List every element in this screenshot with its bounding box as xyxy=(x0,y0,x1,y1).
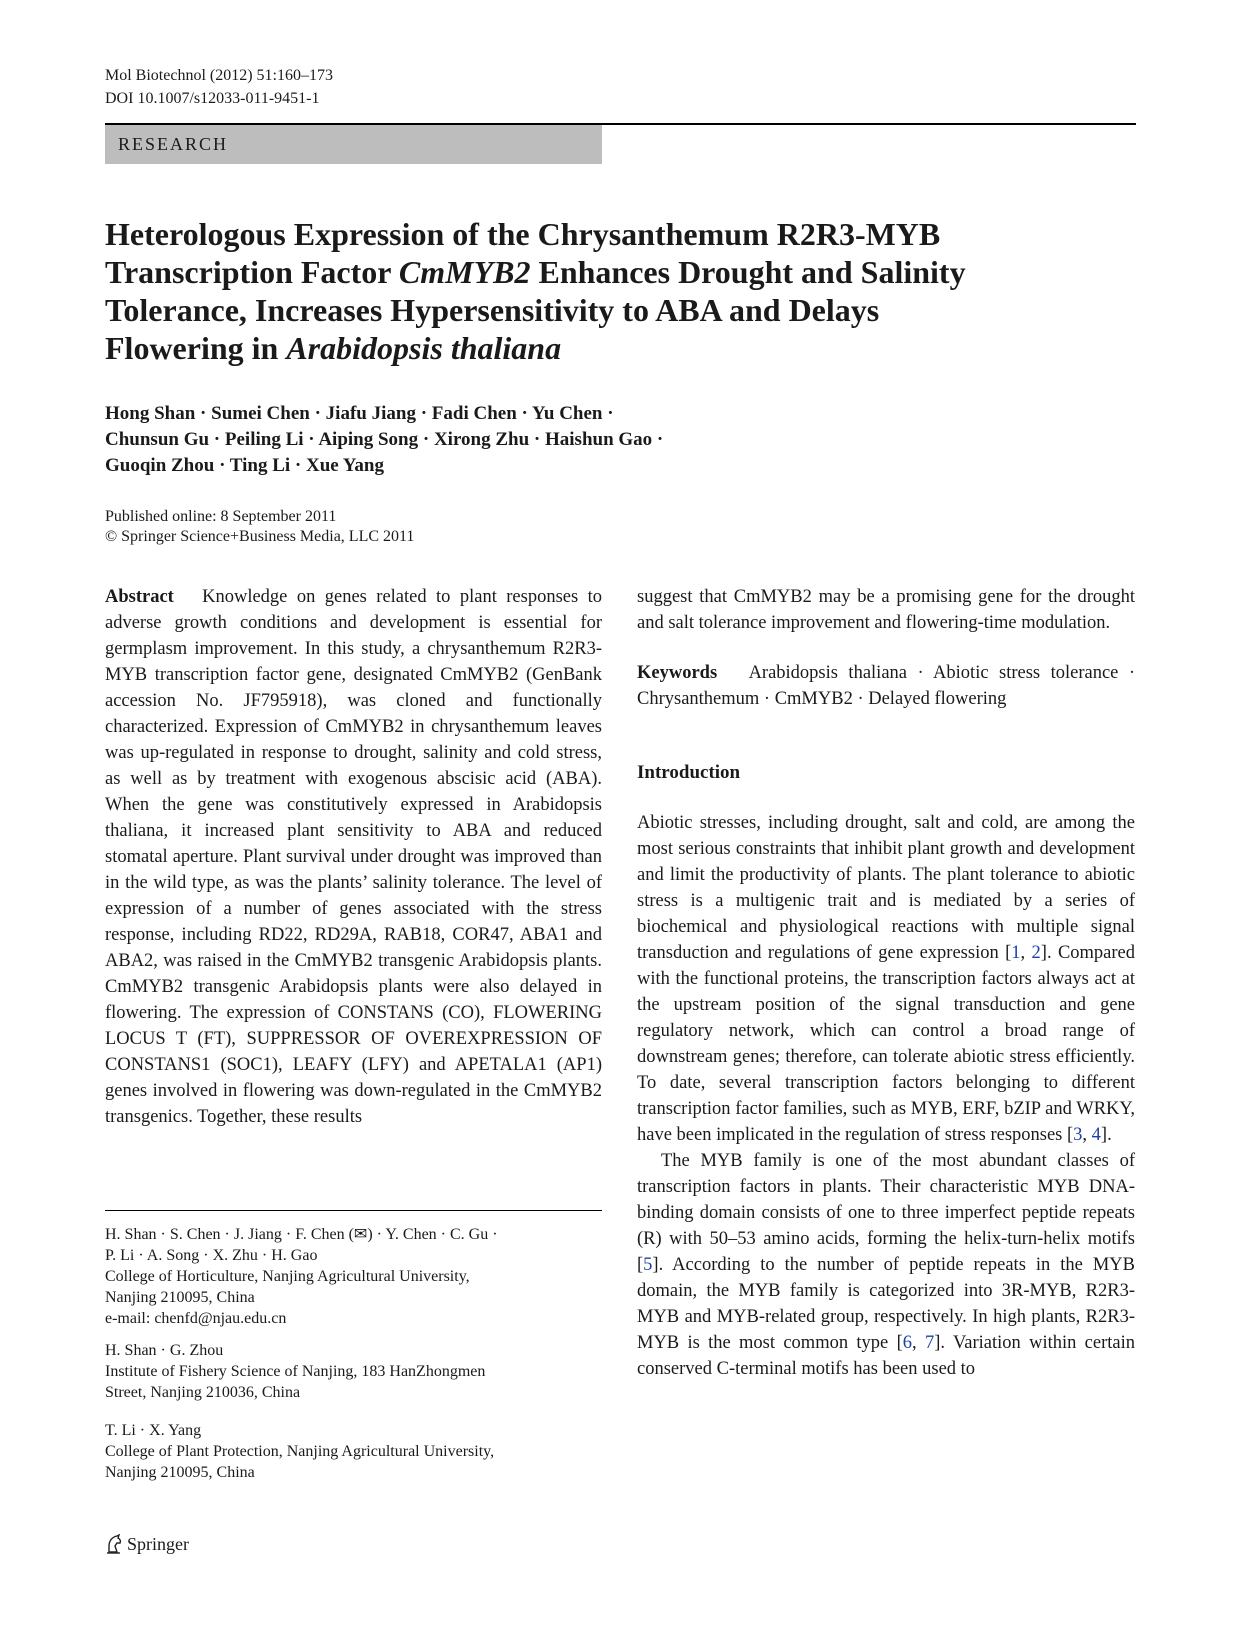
citation-link[interactable]: 1 xyxy=(1011,943,1021,963)
publication-info xyxy=(105,507,414,547)
authors-line-1: Hong Shan · Sumei Chen · Jiafu Jiang · Fadi Chen · Yu Chen · xyxy=(105,403,614,424)
right-column xyxy=(637,584,1135,1382)
publisher-name: Springer xyxy=(127,1534,189,1554)
paragraph-text: ]. xyxy=(1100,1125,1112,1145)
affiliation-city: Street, Nanjing 210036, China xyxy=(105,1384,301,1401)
affiliation-names: H. Shan · S. Chen · J. Jiang · F. Chen (✉) · Y. Chen · C. Gu · xyxy=(105,1226,498,1243)
title-line-4 xyxy=(105,329,1145,367)
paragraph-text: The MYB family is one of the most abundant classes of transcription factors in plants. Their characteristic MYB DNA-binding domain consists of one to three imperfect peptide repeats (R) with 50–53 amino acids, forming the helix-turn-helix motifs [ xyxy=(637,1151,1135,1275)
affiliation-1 xyxy=(105,1224,602,1329)
title-text: Transcription Factor xyxy=(105,254,399,290)
keywords xyxy=(637,660,1135,712)
citation-link[interactable]: 7 xyxy=(924,1333,935,1353)
journal-header xyxy=(105,64,333,110)
citation-link[interactable]: 5 xyxy=(643,1255,653,1275)
authors-line-2: Chunsun Gu · Peiling Li · Aiping Song · Xirong Zhu · Haishun Gao · xyxy=(105,429,664,450)
paragraph-text: ]. Compared with the functional proteins, the transcription factors always act at the upstream position of the signal transduction and gene regulatory network, which can control a broad range of downstream genes; therefore, can tolerate abiotic stress efficiently. To date, several transcription factors belonging to different transcription factor families, such as MYB, ERF, bZIP and WRKY, have been implicated in the regulation of stress responses [ xyxy=(637,943,1136,1145)
paragraph-text: , xyxy=(1020,943,1032,963)
title-line-2 xyxy=(105,253,1145,291)
author-list xyxy=(105,401,1145,479)
journal-citation: Mol Biotechnol (2012) 51:160–173 xyxy=(105,67,333,84)
intro-paragraph-1 xyxy=(637,810,1135,1148)
article-title xyxy=(105,215,1145,367)
citation-link[interactable]: 4 xyxy=(1091,1125,1101,1145)
citation-link[interactable]: 3 xyxy=(1073,1125,1083,1145)
authors-line-3: Guoqin Zhou · Ting Li · Xue Yang xyxy=(105,455,384,476)
affiliation-2 xyxy=(105,1340,602,1403)
title-gene: CmMYB2 xyxy=(398,254,531,290)
left-column xyxy=(105,584,602,1130)
affiliation-names: T. Li · X. Yang xyxy=(105,1422,202,1439)
title-species: Arabidopsis thaliana xyxy=(286,330,562,366)
doi: DOI 10.1007/s12033-011-9451-1 xyxy=(105,90,320,107)
affiliation-institution: College of Horticulture, Nanjing Agricultural University, xyxy=(105,1268,470,1285)
abstract-label: Abstract xyxy=(105,587,174,607)
intro-paragraph-2 xyxy=(637,1148,1135,1382)
abstract-text: Knowledge on genes related to plant responses to adverse growth conditions and development is essential for germplasm improvement. In this study, a chrysanthemum R2R3-MYB transcription factor gene, designated CmMYB2 (GenBank accession No. JF795918), was cloned and functionally characterized. Expression of CmMYB2 in chrysanthemum leaves was up-regulated in response to drought, salinity and cold stress, as well as by treatment with exogenous abscisic acid (ABA). When the gene was constitutively expressed in Arabidopsis thaliana, it increased plant sensitivity to ABA and reduced stomatal aperture. Plant survival under drought was improved than in the wild type, as was the plants’ salinity tolerance. The level of expression of a number of genes associated with the stress response, including RD22, RD29A, RAB18, COR47, ABA1 and ABA2, was raised in the CmMYB2 transgenic Arabidopsis plants. CmMYB2 transgenic Arabidopsis plants were also delayed in flowering. The expression of CONSTANS (CO), FLOWERING LOCUS T (FT), SUPPRESSOR OF OVEREXPRESSION OF CONSTANS1 (SOC1), LEAFY (LFY) and APETALA1 (AP1) genes involved in flowering was down-regulated in the CmMYB2 transgenics. Together, these results xyxy=(105,587,602,1127)
abstract-continuation: suggest that CmMYB2 may be a promising gene for the drought and salt tolerance improvement and flowering-time modulation. xyxy=(637,587,1135,633)
section-heading-introduction: Introduction xyxy=(637,762,741,783)
affiliation-city: Nanjing 210095, China xyxy=(105,1464,255,1481)
affiliation-institution: Institute of Fishery Science of Nanjing, 183 HanZhongmen xyxy=(105,1363,486,1380)
published-date: Published online: 8 September 2011 xyxy=(105,508,337,525)
title-line-1: Heterologous Expression of the Chrysanthemum R2R3-MYB xyxy=(105,216,941,252)
affiliation-email[interactable]: e-mail: chenfd@njau.edu.cn xyxy=(105,1310,287,1327)
affiliation-3 xyxy=(105,1420,602,1483)
section-label: RESEARCH xyxy=(118,134,229,154)
affiliation-names: P. Li · A. Song · X. Zhu · H. Gao xyxy=(105,1247,318,1264)
paragraph-text: ]. According to the number of peptide repeats in the MYB domain, the MYB family is categorized into 3R-MYB, R2R3-MYB and MYB-related group, respectively. In high plants, R2R3-MYB is the most common type [ xyxy=(637,1255,1135,1353)
affiliation-rule xyxy=(105,1210,602,1211)
keywords-text: Arabidopsis thaliana · Abiotic stress tolerance · Chrysanthemum · CmMYB2 · Delayed flowering xyxy=(637,663,1135,709)
citation-link[interactable]: 6 xyxy=(902,1333,912,1353)
affiliation-city: Nanjing 210095, China xyxy=(105,1289,255,1306)
paragraph-text: Abiotic stresses, including drought, salt and cold, are among the most serious constraints that inhibit plant growth and development and limit the productivity of plants. The plant tolerance to abiotic stress is a multigenic trait and is mediated by a series of biochemical and physiological reactions with multiple signal transduction and regulations of gene expression [ xyxy=(637,813,1135,963)
springer-knight-icon xyxy=(105,1534,123,1554)
title-text: Flowering in xyxy=(105,330,287,366)
title-text: Enhances Drought and Salinity xyxy=(530,254,966,290)
citation-link[interactable]: 2 xyxy=(1031,943,1041,963)
keywords-label: Keywords xyxy=(637,663,718,683)
page-footer xyxy=(105,1533,189,1555)
paragraph-text: ]. Variation within certain conserved C-terminal motifs has been used to xyxy=(637,1333,1136,1379)
affiliation-institution: College of Plant Protection, Nanjing Agricultural University, xyxy=(105,1443,495,1460)
copyright: © Springer Science+Business Media, LLC 2011 xyxy=(105,528,415,545)
title-line-3: Tolerance, Increases Hypersensitivity to ABA and Delays xyxy=(105,292,880,328)
affiliation-names: H. Shan · G. Zhou xyxy=(105,1342,224,1359)
paragraph-text: , xyxy=(911,1333,925,1353)
paragraph-text: , xyxy=(1082,1125,1092,1145)
abstract xyxy=(105,584,602,1130)
